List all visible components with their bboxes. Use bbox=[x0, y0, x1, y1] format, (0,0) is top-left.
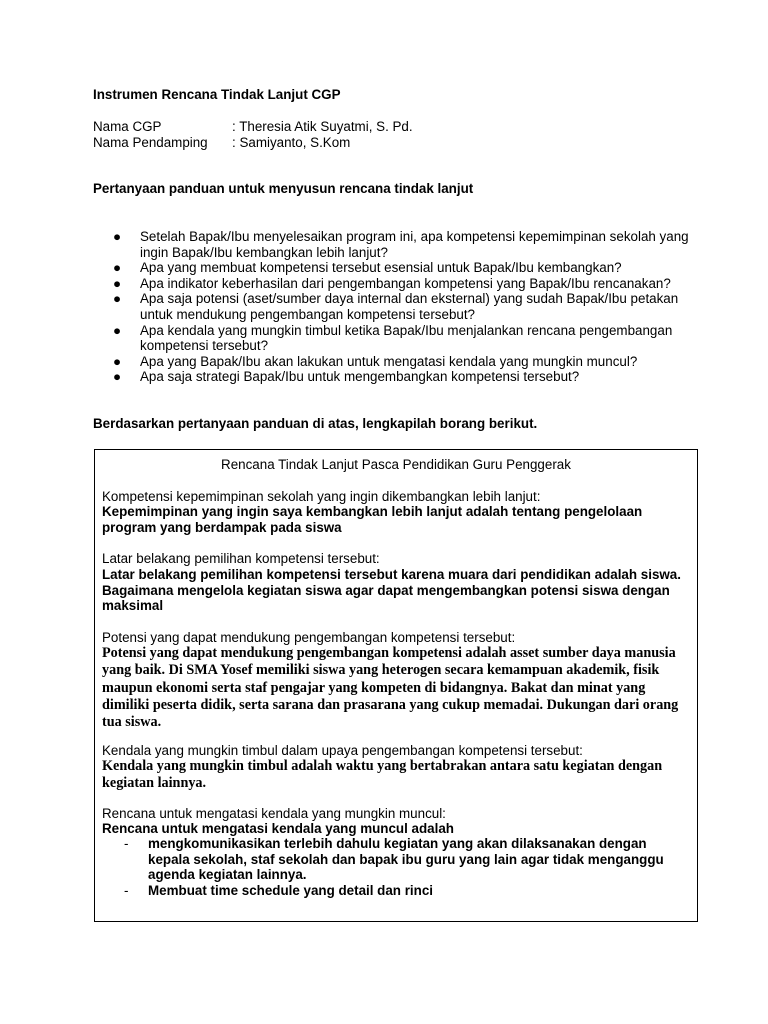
form-instruction: Berdasarkan pertanyaan panduan di atas, lengkapilah borang berikut. bbox=[93, 416, 538, 431]
dash-icon: - bbox=[124, 882, 129, 898]
bullet-icon: ● bbox=[113, 322, 122, 338]
form-title: Rencana Tindak Lanjut Pasca Pendidikan Guru Penggerak bbox=[221, 457, 571, 472]
guide-question bbox=[93, 354, 693, 370]
plan-item bbox=[102, 883, 690, 899]
obstacle-answer: Kendala yang mungkin timbul adalah waktu yang bertabrakan antara satu kegiatan dengan kegiatan lainnya. bbox=[102, 758, 663, 792]
bullet-icon: ● bbox=[113, 353, 122, 369]
guide-question bbox=[93, 260, 693, 276]
plan-prompt: Rencana untuk mengatasi kendala yang mungkin muncul: bbox=[102, 806, 446, 821]
guide-question-text: Setelah Bapak/Ibu menyelesaikan program ini, apa kompetensi kepemimpinan sekolah yang ingin Bapak/Ibu kembangkan lebih lanjut? bbox=[140, 229, 689, 260]
guide-question bbox=[93, 291, 693, 322]
plan-item-text: Membuat time schedule yang detail dan rinci bbox=[148, 882, 433, 898]
bullet-icon: ● bbox=[113, 369, 122, 385]
bullet-icon: ● bbox=[113, 291, 122, 307]
guide-question-list bbox=[93, 229, 693, 385]
dash-icon: - bbox=[124, 836, 129, 851]
guide-question-text: Apa saja potensi (aset/sumber daya internal dan eksternal) yang sudah Bapak/Ibu petakan untuk mendukung pengembangan kompetensi tersebut? bbox=[140, 291, 679, 322]
background-answer: Latar belakang pemilihan kompetensi tersebut karena muara dari pendidikan adalah siswa. Bagaimana mengelola kegiatan siswa agar dapat mengembangkan potensi siswa dengan maksimal bbox=[102, 567, 681, 614]
document-title: Instrumen Rencana Tindak Lanjut CGP bbox=[93, 87, 341, 102]
guide-question-text: Apa indikator keberhasilan dari pengembangan kompetensi yang Bapak/Ibu rencanakan? bbox=[140, 275, 671, 291]
plan-item-text: mengkomunikasikan terlebih dahulu kegiatan yang akan dilaksanakan dengan kepala sekolah, staf sekolah dan bapak ibu guru yang lain agar tidak menganggu agenda kegiatan lainnya. bbox=[148, 836, 664, 883]
rtl-form-box bbox=[94, 449, 698, 922]
meta-value-nama-cgp: : Theresia Atik Suyatmi, S. Pd. bbox=[232, 119, 413, 134]
meta-label-nama-pendamping: Nama Pendamping bbox=[93, 135, 208, 150]
competency-prompt: Kompetensi kepemimpinan sekolah yang ingin dikembangkan lebih lanjut: bbox=[102, 489, 541, 504]
guide-question-text: Apa saja strategi Bapak/Ibu untuk mengembangkan kompetensi tersebut? bbox=[140, 369, 580, 385]
plan-item-list bbox=[102, 836, 690, 898]
guide-question bbox=[93, 369, 693, 385]
guide-question-text: Apa yang membuat kompetensi tersebut esensial untuk Bapak/Ibu kembangkan? bbox=[140, 260, 622, 276]
guide-question bbox=[93, 323, 693, 354]
guide-question-text: Apa yang Bapak/Ibu akan lakukan untuk mengatasi kendala yang mungkin muncul? bbox=[140, 353, 638, 369]
background-prompt: Latar belakang pemilihan kompetensi tersebut: bbox=[102, 551, 380, 566]
meta-label-nama-cgp: Nama CGP bbox=[93, 119, 162, 134]
potential-answer: Potensi yang dapat mendukung pengembangan kompetensi adalah asset sumber daya manusia yang baik. Di SMA Yosef memiliki siswa yang heterogen secara kemampuan akademik, fisik maupun ekonomi serta staf pengajar yang kompeten di bidangnya. Bakat dan minat yang dimiliki peserta didik, serta sarana dan prasarana yang cukup memadai. Dukungan dari orang tua siswa. bbox=[102, 645, 679, 731]
potential-prompt: Potensi yang dapat mendukung pengembangan kompetensi tersebut: bbox=[102, 630, 516, 645]
guide-question-text: Apa kendala yang mungkin timbul ketika Bapak/Ibu menjalankan rencana pengembangan kompetensi tersebut? bbox=[140, 322, 673, 354]
obstacle-prompt: Kendala yang mungkin timbul dalam upaya pengembangan kompetensi tersebut: bbox=[102, 743, 583, 758]
bullet-icon: ● bbox=[113, 275, 122, 291]
guide-heading: Pertanyaan panduan untuk menyusun rencana tindak lanjut bbox=[93, 181, 474, 196]
bullet-icon: ● bbox=[113, 229, 122, 244]
competency-answer: Kepemimpinan yang ingin saya kembangkan lebih lanjut adalah tentang pengelolaan program yang berdampak pada siswa bbox=[102, 504, 643, 535]
meta-value-nama-pendamping: : Samiyanto, S.Kom bbox=[232, 135, 351, 150]
guide-question bbox=[93, 276, 693, 292]
bullet-icon: ● bbox=[113, 260, 122, 276]
guide-question bbox=[93, 229, 693, 260]
plan-answer: Rencana untuk mengatasi kendala yang muncul adalah bbox=[102, 821, 454, 836]
plan-item bbox=[102, 836, 690, 883]
